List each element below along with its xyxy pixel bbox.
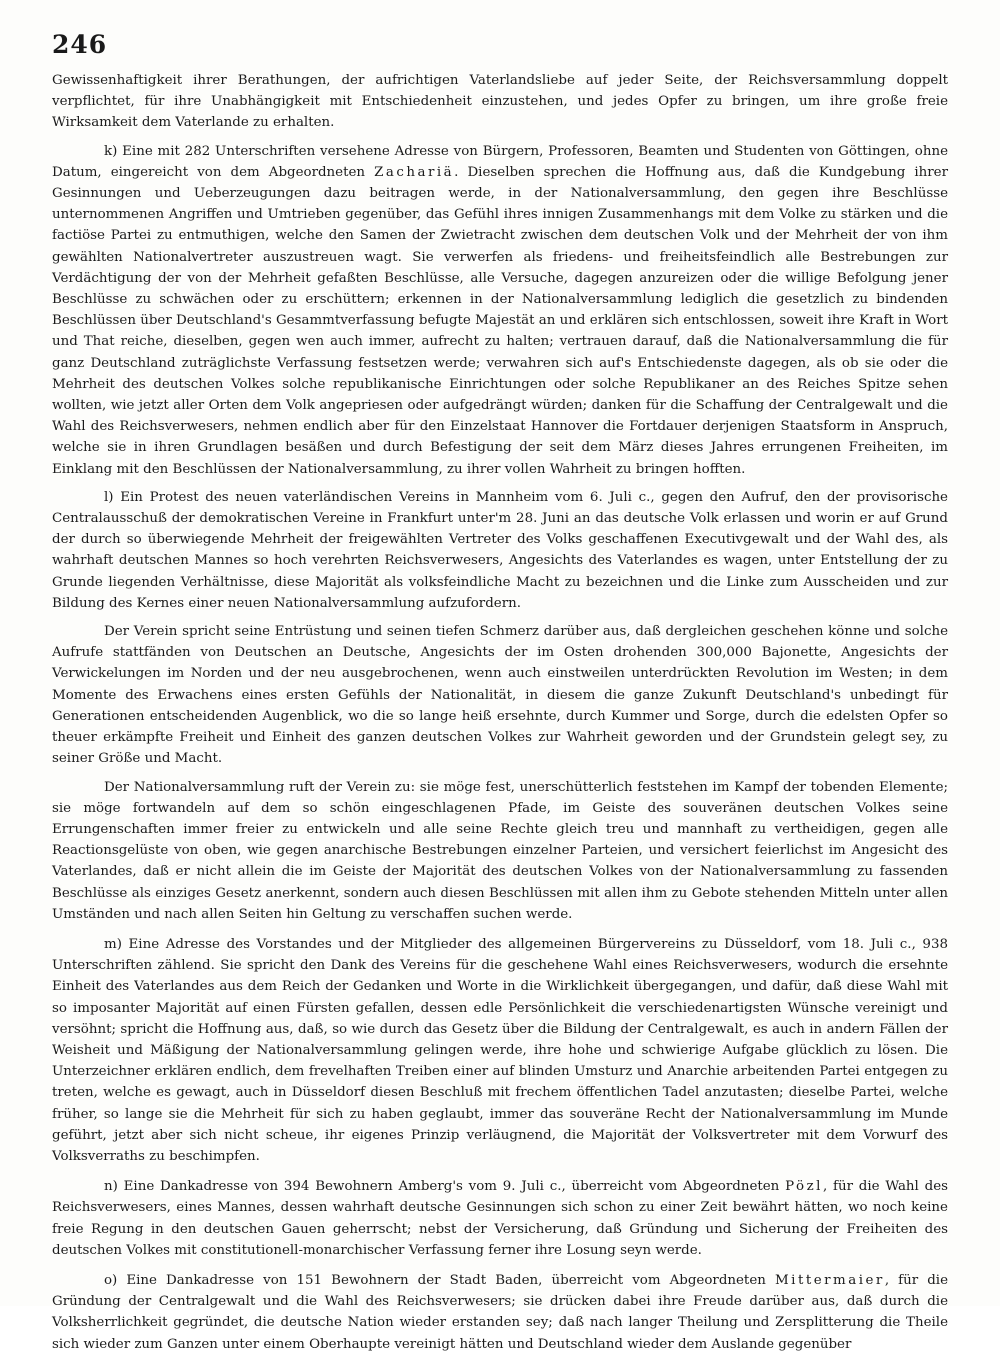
paragraph-m: m) Eine Adresse des Vorstandes und der Mitglieder des allgemeinen Bürgervereins zu Düsseldorf, vom 18. Juli c., 938 Unterschriften zählend. Sie spricht den Dank des Vereins für die geschehene Wahl eines Reichsverwesers, wodurch die ersehnte Einheit des Vaterlandes aus dem Reich der Gedanken und Worte in die Wirklichkeit übergegangen, und dafür, daß diese Wahl mit so imposanter Majorität auf einen Fürsten gefallen, dessen edle Persönlichkeit die verschiedenartigsten Wünsche vereinigt und versöhnt; spricht die Hoffnung aus, daß, so wie durch das Gesetz über die Bildung der Centralgewalt, es auch in andern Fällen der Weisheit und Mäßigung der Nationalversammlung gelingen werde, ihre hohe und schwierige Aufgabe glücklich zu lösen. Die Unterzeichner erklären endlich, dem frevelhaften Treiben einer auf blinden Umsturz und Anarchie arbeitenden Partei entgegen zu treten, welche es gewagt, auch in Düsseldorf diesen Beschluß mit frechem öffentlichen Tadel anzutasten; dieselbe Partei, welche früher, so lange sie die Mehrheit für sich zu haben geglaubt, immer das souveräne Recht der Nationalversammlung im Munde geführt, jetzt aber sich nicht scheue, ihr eigenes Prinzip verläugnend, die Majorität der Volksvertreter mit dem Vorwurf des Volksverraths zu beschimpfen. [52, 936, 948, 1164]
paragraph-k-text-end: . Dieselben sprechen die Hoffnung aus, daß die Kundgebung ihrer Gesinnungen und Ueberzeugungen dazu beitragen werde, in der Nationalversammlung, den gegen ihre Beschlüsse unternommenen Angriffen und Umtrieben gegenüber, das Gefühl ihres innigen Zusammenhangs mit dem Volke zu stärken und die factiöse Partei zu entmuthigen, welche den Samen der Zwietracht zwischen dem deutschen Volk und der Mehrheit der von ihm gewählten Nationalvertreter auszustreuen wagt. Sie verwerfen als friedens- und freiheitsfeindlich alle Bestrebungen zur Verdächtigung der von der Mehrheit gefaßten Beschlüsse, alle Versuche, dagegen anzureizen oder die willige Befolgung jener Beschlüsse zu schwächen oder zu erschüttern; erkennen in der Nationalversammlung lediglich die gesetzlich zu bindenden Beschlüssen über Deutschland's Gesammtverfassung befugte Majestät an und erklären sich entschlossen, soweit ihre Kraft in Wort und That reiche, dieselben, gegen wen auch immer, aufrecht zu halten; vertrauen darauf, daß die Nationalversammlung die für ganz Deutschland zuträglichste Verfassung festsetzen werde; verwahren sich auf's Entschiedenste dagegen, als ob sie oder die Mehrheit des deutschen Volkes solche republikanische Einrichtungen oder solche Republikaner an des Reiches Spitze sehen wollten, wie jetzt aller Orten dem Volk angepriesen oder aufgedrängt würden; danken für die Schaffung der Centralgewalt und die Wahl des Reichsverwesers, nehmen endlich aber für den Einzelstaat Hannover die Fortdauer derjenigen Staatsform in Anspruch, welche sie in ihren Grundlagen besäßen und durch Befestigung der seit dem März dieses Jahres errungenen Freiheiten, im Einklang mit den Beschlüssen der Nationalversammlung, zu ihrer vollen Wahrheit zu bringen hofften. [52, 164, 948, 477]
paragraph-k-text-start: k) Eine mit 282 Unterschriften versehene Adresse von Bürgern, Professoren, Beamten und Studenten von Göttingen, ohne Datum, eingereicht von dem Abgeordneten [52, 143, 948, 180]
paragraph-verein-ruft: Der Nationalversammlung ruft der Verein zu: sie möge fest, unerschütterlich feststehen im Kampf der tobenden Elemente; sie möge fortwandeln auf dem so schön eingeschlagenen Pfade, im Geiste des souveränen deutschen Volkes seine Errungenschaften immer freier zu entwickeln und alle seine Rechte gleich treu und mannhaft zu vertheidigen, gegen alle Reactionsgelüste von oben, wie gegen anarchische Bestrebungen einzelner Parteien, und versichert feierlichst im Angesicht des Vaterlandes, daß er nicht allein die im Geiste der Majorität des deutschen Volkes von der Nationalversammlung zu fassenden Beschlüsse als einziges Gesetz anerkennt, sondern auch diesen Beschlüssen mit allen ihm zu Gebote stehenden Mitteln unter allen Umständen und nach allen Seiten hin Geltung zu verschaffen suchen werde. [52, 779, 948, 922]
paragraph-n [52, 1176, 948, 1261]
paragraph-n-text-start: n) Eine Dankadresse von 394 Bewohnern Amberg's vom 9. Juli c., überreicht vom Abgeordneten [104, 1179, 786, 1195]
deputy-name-poezl: Pözl [785, 1179, 823, 1195]
page-number: 246 [52, 30, 108, 59]
body-text [52, 70, 948, 1355]
paragraph-o [52, 1270, 948, 1355]
deputy-name-mittermaier: Mittermaier [774, 1272, 885, 1288]
deputy-name-zachariae: Zachariä [374, 164, 455, 180]
paragraph-verein-entruestung: Der Verein spricht seine Entrüstung und seinen tiefen Schmerz darüber aus, daß dergleichen geschehen könne und solche Aufrufe stattfänden von Deutschen an Deutsche, Angesichts der im Osten drohenden 300,000 Bajonette, Angesichts der Verwickelungen im Norden und der neu ausgebrochenen, wenn auch einstweilen unterdrückten Revolution im Westen; in dem Momente des Erwachens eines ersten Gefühls der Nationalität, in diesem die ganze Zukunft Deutschland's unbedingt für Generationen entscheidenden Augenblick, wo die so lange heiß ersehnte, durch Kummer und Sorge, durch die edelsten Opfer so theuer erkämpfte Freiheit und Einheit des ganzen deutschen Volkes zur Wahrheit geworden und der Grundstein gelegt sey, zu seiner Größe und Macht. [52, 624, 948, 767]
paragraph-k [52, 141, 948, 480]
paragraph-l: l) Ein Protest des neuen vaterländischen Vereins in Mannheim vom 6. Juli c., gegen den Aufruf, den der provisorische Centralausschuß der demokratischen Vereine in Frankfurt unter'm 28. Juni an das deutsche Volk erlassen und worin er auf Grund der durch so überwiegende Mehrheit der freigewählten Vertreter des Volks geschaffenen Executivgewalt und der Wahl des, als wahrhaft deutschen Mannes so hoch verehrten Reichsverwesers, Angesichts des Vaterlandes es wagen, unter Entstellung der zu Grunde liegenden Verhältnisse, diese Majorität als volksfeindliche Macht zu bezeichnen und die Linke zum Ausscheiden und zur Bildung des Kernes einer neuen Nationalversammlung aufzufordern. [52, 489, 948, 611]
paragraph-o-text-end: , für die Gründung der Centralgewalt und die Wahl des Reichsverwesers; sie drücken dabei ihre Freude darüber aus, daß durch die Volksherrlichkeit gegründet, die deutsche Nation wieder erstanden sey; daß nach langer Theilung und Zersplitterung die Theile sich wieder zum Ganzen unter einem Oberhaupte vereinigt hätten und Deutschland wieder dem Auslande gegenüber [52, 1272, 949, 1352]
paragraph-o-text-start: o) Eine Dankadresse von 151 Bewohnern der Stadt Baden, überreicht vom Abgeordneten [104, 1272, 775, 1288]
paragraph-n-text-end: , für die Wahl des Reichsverwesers, eines Mannes, dessen wahrhaft deutsche Gesinnungen sich schon zu einer Zeit bewährt hätten, wo noch keine freie Regung in den deutschen Gauen geherrscht; nebst der Versicherung, daß Gründung und Sicherung der Freiheiten des deutschen Volkes mit constitutionell-monarchischer Verfassung ferner ihre Losung seyn werde. [52, 1179, 949, 1258]
paragraph-continuation: Gewissenhaftigkeit ihrer Berathungen, der aufrichtigen Vaterlandsliebe auf jeder Seite, der Reichsversammlung doppelt verpflichtet, für ihre Unabhängigkeit mit Entschiedenheit einzustehen, und jedes Opfer zu bringen, um ihre große freie Wirksamkeit dem Vaterlande zu erhalten. [52, 73, 948, 131]
